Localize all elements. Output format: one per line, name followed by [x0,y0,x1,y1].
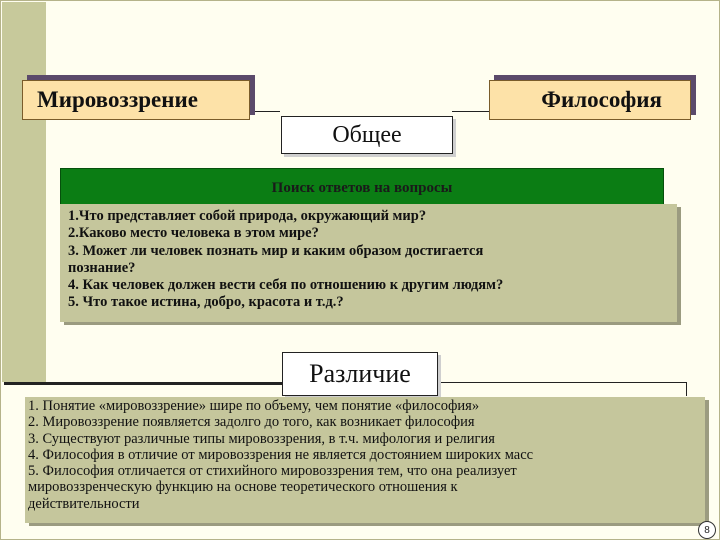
question-item: 4. Как человек должен вести себя по отношению к другим людям? [68,277,504,294]
question-item: познание? [68,259,136,276]
left-decorative-bar [2,2,46,382]
connector-right [452,111,492,112]
difference-item: 2. Мировоззрение появляется задолго до того, как возникает философия [28,414,475,431]
worldview-box [22,80,250,120]
differences-list [25,397,705,512]
question-item: 1.Что представляет собой природа, окружающий мир? [68,208,427,224]
connector-left [250,111,280,112]
philosophy-box [489,80,691,120]
difference-item: 5. Философия отличается от стихийного мировоззрения тем, что она реализует [28,463,517,480]
question-item: 5. Что такое истина, добро, красота и т.д.? [68,294,344,311]
difference-item: мировоззренческую функцию на основе теоретического отношения к [28,479,458,496]
difference-item: 3. Существуют различные типы мировоззрения, в т.ч. мифология и религия [28,430,495,447]
difference-item: 4. Философия в отличие от мировоззрения не является достоянием широких масс [28,446,534,463]
questions-panel [60,204,677,322]
difference-label: Различие [309,359,411,388]
question-item: 2.Каково место человека в этом мире? [68,225,319,242]
common-label: Общее [332,121,402,148]
questions-list [60,204,677,312]
worldview-label: Мировоззрение [37,87,198,112]
difference-item: действительности [28,495,140,512]
difference-item: 1. Понятие «мировоззрение» шире по объему, чем понятие «философия» [28,398,480,414]
divider-left [4,382,282,385]
questions-header-label: Поиск ответов на вопросы [271,180,453,196]
question-item: 3. Может ли человек познать мир и каким образом достигается [68,242,484,259]
page-number: 8 [698,521,716,539]
philosophy-label: Философия [541,87,662,112]
difference-box [282,352,438,396]
divider-right [437,382,687,383]
divider-tick [686,382,687,396]
questions-header [60,168,664,206]
differences-panel [25,397,705,523]
common-box [281,116,453,154]
